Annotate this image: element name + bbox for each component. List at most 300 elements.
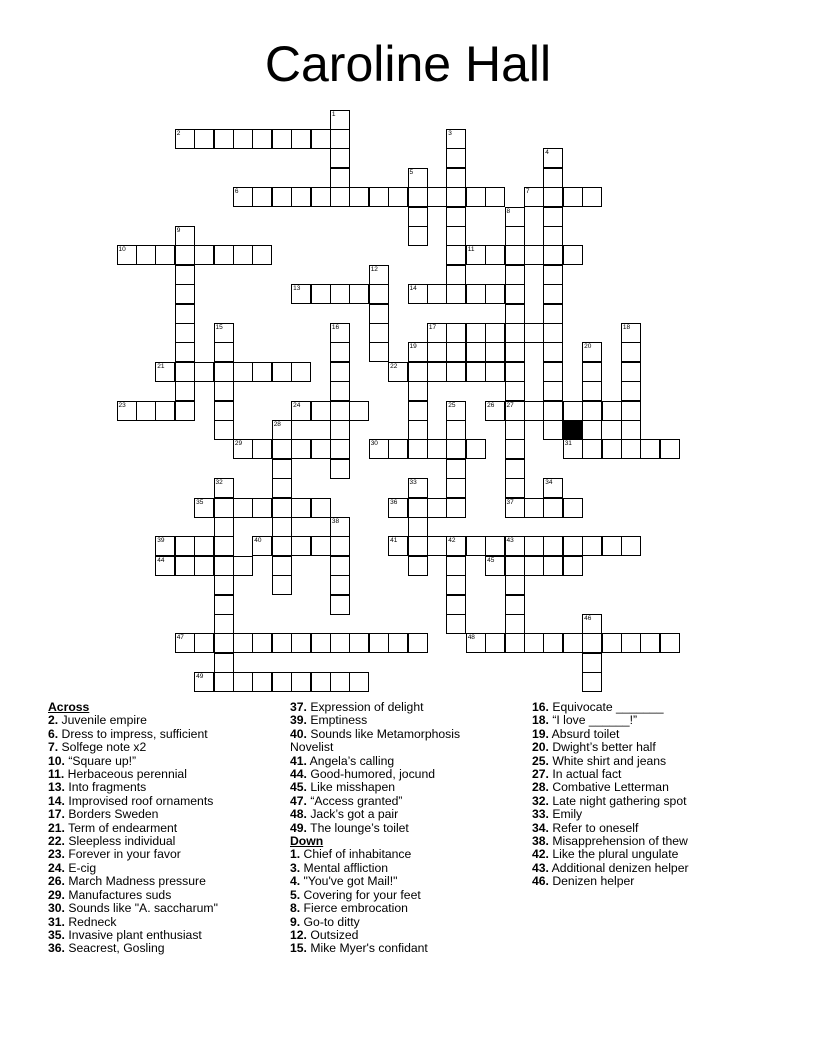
grid-cell[interactable] — [272, 478, 292, 498]
clue-item: 30. Sounds like "A. saccharum" — [48, 901, 218, 916]
grid-cell[interactable] — [136, 401, 156, 421]
grid-cell[interactable] — [582, 672, 602, 692]
grid-cell[interactable] — [524, 401, 544, 421]
grid-cell[interactable] — [408, 362, 428, 382]
grid-cell[interactable] — [446, 575, 466, 595]
grid-cell[interactable] — [427, 439, 447, 459]
grid-cell[interactable] — [505, 304, 525, 324]
grid-cell[interactable] — [505, 323, 525, 343]
grid-cell[interactable] — [214, 595, 234, 615]
grid-cell[interactable] — [272, 420, 292, 440]
grid-cell[interactable] — [505, 420, 525, 440]
grid-cell[interactable] — [543, 401, 563, 421]
grid-cell[interactable] — [349, 633, 369, 653]
grid-cell[interactable] — [388, 633, 408, 653]
grid-cell[interactable] — [505, 614, 525, 634]
grid-cell[interactable] — [369, 265, 389, 285]
grid-cell[interactable] — [466, 536, 486, 556]
grid-cell[interactable] — [446, 342, 466, 362]
grid-cell[interactable] — [446, 595, 466, 615]
clue-number: 37 — [506, 498, 514, 506]
grid-cell[interactable] — [408, 187, 428, 207]
clue-number: 26 — [487, 401, 495, 409]
grid-cell[interactable] — [505, 498, 525, 518]
grid-cell[interactable] — [466, 323, 486, 343]
grid-cell[interactable] — [330, 459, 350, 479]
grid-cell[interactable] — [291, 362, 311, 382]
grid-cell[interactable] — [233, 362, 253, 382]
grid-cell[interactable] — [446, 323, 466, 343]
grid-cell[interactable] — [311, 498, 331, 518]
grid-cell[interactable] — [291, 672, 311, 692]
grid-cell[interactable] — [582, 187, 602, 207]
grid-cell[interactable] — [582, 633, 602, 653]
grid-cell[interactable] — [330, 129, 350, 149]
grid-cell[interactable] — [194, 536, 214, 556]
grid-cell[interactable] — [214, 672, 234, 692]
grid-cell[interactable] — [466, 342, 486, 362]
grid-cell[interactable] — [233, 129, 253, 149]
grid-cell[interactable] — [543, 498, 563, 518]
grid-cell[interactable] — [369, 284, 389, 304]
grid-cell[interactable] — [214, 614, 234, 634]
grid-cell[interactable] — [388, 536, 408, 556]
grid-cell[interactable] — [175, 245, 195, 265]
grid-cell[interactable] — [485, 342, 505, 362]
grid-cell[interactable] — [621, 342, 641, 362]
grid-cell[interactable] — [446, 226, 466, 246]
grid-cell[interactable] — [369, 187, 389, 207]
grid-cell[interactable] — [214, 129, 234, 149]
grid-cell[interactable] — [175, 129, 195, 149]
grid-cell[interactable] — [349, 672, 369, 692]
grid-cell[interactable] — [621, 381, 641, 401]
grid-cell[interactable] — [330, 168, 350, 188]
grid-cell[interactable] — [543, 226, 563, 246]
grid-cell[interactable] — [602, 439, 622, 459]
grid-cell[interactable] — [505, 439, 525, 459]
grid-cell[interactable] — [563, 556, 583, 576]
grid-cell[interactable] — [311, 284, 331, 304]
grid-cell[interactable] — [408, 536, 428, 556]
grid-cell[interactable] — [582, 614, 602, 634]
grid-cell[interactable] — [311, 187, 331, 207]
grid-cell[interactable] — [505, 556, 525, 576]
grid-cell[interactable] — [524, 556, 544, 576]
grid-cell[interactable] — [543, 265, 563, 285]
grid-cell[interactable] — [466, 245, 486, 265]
grid-cell[interactable] — [252, 633, 272, 653]
grid-cell[interactable] — [194, 672, 214, 692]
grid-cell[interactable] — [175, 536, 195, 556]
grid-cell[interactable] — [369, 323, 389, 343]
grid-cell[interactable] — [446, 129, 466, 149]
grid-cell[interactable] — [582, 420, 602, 440]
grid-cell[interactable] — [175, 284, 195, 304]
grid-cell[interactable] — [446, 207, 466, 227]
grid-cell[interactable] — [446, 265, 466, 285]
grid-cell[interactable] — [194, 633, 214, 653]
grid-cell[interactable] — [330, 148, 350, 168]
grid-cell[interactable] — [214, 517, 234, 537]
grid-cell[interactable] — [155, 556, 175, 576]
grid-cell[interactable] — [214, 556, 234, 576]
grid-cell[interactable] — [505, 245, 525, 265]
grid-cell[interactable] — [427, 362, 447, 382]
grid-cell[interactable] — [155, 362, 175, 382]
grid-cell[interactable] — [330, 575, 350, 595]
grid-cell[interactable] — [446, 459, 466, 479]
grid-cell[interactable] — [505, 459, 525, 479]
grid-cell[interactable] — [252, 129, 272, 149]
grid-cell[interactable] — [311, 633, 331, 653]
grid-cell[interactable] — [214, 575, 234, 595]
grid-cell[interactable] — [621, 420, 641, 440]
grid-cell[interactable] — [640, 439, 660, 459]
grid-cell[interactable] — [446, 168, 466, 188]
grid-cell[interactable] — [330, 284, 350, 304]
grid-cell[interactable] — [311, 536, 331, 556]
grid-cell[interactable] — [621, 536, 641, 556]
grid-cell[interactable] — [485, 556, 505, 576]
grid-cell[interactable] — [408, 439, 428, 459]
grid-cell[interactable] — [563, 536, 583, 556]
grid-cell[interactable] — [330, 536, 350, 556]
grid-cell[interactable] — [543, 148, 563, 168]
grid-cell[interactable] — [330, 439, 350, 459]
grid-cell[interactable] — [563, 439, 583, 459]
grid-cell[interactable] — [214, 478, 234, 498]
grid-cell[interactable] — [330, 362, 350, 382]
grid-cell[interactable] — [175, 342, 195, 362]
grid-cell[interactable] — [446, 362, 466, 382]
grid-cell[interactable] — [117, 401, 137, 421]
grid-cell[interactable] — [233, 556, 253, 576]
grid-cell[interactable] — [563, 245, 583, 265]
grid-cell[interactable] — [505, 381, 525, 401]
grid-cell[interactable] — [485, 187, 505, 207]
grid-cell[interactable] — [330, 633, 350, 653]
grid-cell[interactable] — [427, 498, 447, 518]
grid-cell[interactable] — [505, 342, 525, 362]
grid-cell[interactable] — [408, 284, 428, 304]
grid-cell[interactable] — [272, 439, 292, 459]
grid-cell[interactable] — [272, 362, 292, 382]
clue-item: 16. Equivocate _______ — [532, 700, 664, 714]
grid-cell[interactable] — [388, 498, 408, 518]
grid-cell[interactable] — [214, 362, 234, 382]
grid-cell[interactable] — [175, 226, 195, 246]
grid-cell[interactable] — [175, 401, 195, 421]
grid-cell[interactable] — [214, 653, 234, 673]
grid-cell[interactable] — [524, 536, 544, 556]
grid-cell[interactable] — [446, 148, 466, 168]
grid-cell[interactable] — [505, 575, 525, 595]
grid-cell[interactable] — [640, 633, 660, 653]
grid-cell[interactable] — [233, 633, 253, 653]
grid-cell[interactable] — [311, 129, 331, 149]
grid-cell[interactable] — [524, 187, 544, 207]
grid-cell[interactable] — [349, 284, 369, 304]
grid-cell[interactable] — [330, 323, 350, 343]
grid-cell[interactable] — [485, 362, 505, 382]
grid-cell[interactable] — [136, 245, 156, 265]
grid-cell[interactable] — [524, 323, 544, 343]
grid-cell[interactable] — [543, 304, 563, 324]
grid-cell[interactable] — [408, 168, 428, 188]
grid-cell[interactable] — [388, 439, 408, 459]
grid-cell[interactable] — [446, 187, 466, 207]
grid-cell[interactable] — [155, 245, 175, 265]
grid-cell[interactable] — [233, 245, 253, 265]
grid-cell[interactable] — [621, 633, 641, 653]
clues-column-2 — [290, 701, 520, 956]
grid-cell[interactable] — [582, 362, 602, 382]
grid-cell[interactable] — [485, 633, 505, 653]
grid-cell[interactable] — [524, 633, 544, 653]
grid-cell[interactable] — [446, 536, 466, 556]
grid-cell[interactable] — [214, 381, 234, 401]
grid-cell[interactable] — [446, 614, 466, 634]
grid-cell[interactable] — [408, 556, 428, 576]
grid-cell[interactable] — [291, 187, 311, 207]
grid-cell[interactable] — [175, 304, 195, 324]
grid-cell[interactable] — [272, 498, 292, 518]
grid-cell[interactable] — [505, 595, 525, 615]
grid-cell[interactable] — [175, 362, 195, 382]
grid-cell[interactable] — [155, 401, 175, 421]
grid-cell[interactable] — [330, 517, 350, 537]
grid-cell[interactable] — [408, 342, 428, 362]
grid-cell[interactable] — [621, 362, 641, 382]
grid-cell[interactable] — [311, 672, 331, 692]
grid-cell[interactable] — [408, 517, 428, 537]
grid-cell[interactable] — [563, 187, 583, 207]
grid-cell[interactable] — [543, 381, 563, 401]
grid-cell[interactable] — [291, 401, 311, 421]
grid-cell[interactable] — [446, 401, 466, 421]
grid-cell[interactable] — [582, 401, 602, 421]
grid-cell[interactable] — [330, 342, 350, 362]
grid-cell[interactable] — [291, 284, 311, 304]
grid-cell[interactable] — [408, 401, 428, 421]
grid-cell[interactable] — [466, 284, 486, 304]
grid-cell[interactable] — [252, 362, 272, 382]
grid-cell[interactable] — [582, 342, 602, 362]
grid-cell[interactable] — [466, 633, 486, 653]
grid-cell[interactable] — [505, 362, 525, 382]
grid-cell[interactable] — [252, 245, 272, 265]
grid-cell[interactable] — [485, 323, 505, 343]
grid-cell[interactable] — [252, 672, 272, 692]
grid-cell[interactable] — [330, 110, 350, 130]
grid-cell[interactable] — [602, 633, 622, 653]
grid-cell[interactable] — [427, 342, 447, 362]
grid-cell[interactable] — [485, 536, 505, 556]
grid-cell[interactable] — [543, 420, 563, 440]
grid-cell[interactable] — [621, 401, 641, 421]
grid-cell[interactable] — [175, 633, 195, 653]
grid-cell[interactable] — [272, 459, 292, 479]
grid-cell[interactable] — [214, 342, 234, 362]
grid-cell[interactable] — [427, 536, 447, 556]
grid-cell[interactable] — [446, 420, 466, 440]
grid-cell[interactable] — [408, 633, 428, 653]
grid-cell[interactable] — [214, 420, 234, 440]
grid-cell[interactable] — [582, 439, 602, 459]
grid-cell[interactable] — [369, 342, 389, 362]
grid-cell[interactable] — [485, 401, 505, 421]
grid-cell[interactable] — [194, 362, 214, 382]
grid-cell[interactable] — [543, 633, 563, 653]
grid-cell[interactable] — [543, 342, 563, 362]
grid-cell[interactable] — [505, 633, 525, 653]
grid-cell[interactable] — [408, 420, 428, 440]
grid-cell[interactable] — [252, 187, 272, 207]
grid-cell[interactable] — [582, 381, 602, 401]
grid-cell[interactable] — [369, 304, 389, 324]
grid-cell[interactable] — [272, 672, 292, 692]
grid-cell[interactable] — [660, 633, 680, 653]
grid-cell[interactable] — [408, 498, 428, 518]
grid-cell[interactable] — [388, 187, 408, 207]
grid-cell[interactable] — [233, 498, 253, 518]
grid-cell[interactable] — [291, 439, 311, 459]
grid-cell[interactable] — [446, 245, 466, 265]
grid-cell[interactable] — [427, 323, 447, 343]
grid-cell[interactable] — [485, 284, 505, 304]
grid-cell[interactable] — [272, 517, 292, 537]
grid-cell[interactable] — [446, 556, 466, 576]
grid-cell[interactable] — [582, 536, 602, 556]
grid-cell[interactable] — [252, 439, 272, 459]
grid-cell[interactable] — [485, 245, 505, 265]
grid-cell[interactable] — [194, 498, 214, 518]
grid-cell[interactable] — [446, 439, 466, 459]
grid-cell[interactable] — [233, 672, 253, 692]
grid-cell[interactable] — [446, 498, 466, 518]
grid-cell[interactable] — [408, 226, 428, 246]
grid-cell[interactable] — [233, 439, 253, 459]
grid-cell[interactable] — [505, 284, 525, 304]
grid-cell[interactable] — [330, 595, 350, 615]
grid-cell[interactable] — [214, 536, 234, 556]
grid-cell[interactable] — [330, 556, 350, 576]
grid-cell[interactable] — [214, 323, 234, 343]
grid-cell[interactable] — [369, 633, 389, 653]
grid-cell[interactable] — [543, 187, 563, 207]
grid-cell[interactable] — [602, 536, 622, 556]
grid-cell[interactable] — [543, 556, 563, 576]
grid-cell[interactable] — [155, 536, 175, 556]
grid-cell[interactable] — [543, 207, 563, 227]
grid-cell[interactable] — [660, 439, 680, 459]
grid-cell[interactable] — [621, 323, 641, 343]
grid-cell[interactable] — [543, 323, 563, 343]
grid-cell[interactable] — [272, 556, 292, 576]
grid-cell[interactable] — [214, 633, 234, 653]
grid-cell[interactable] — [311, 439, 331, 459]
grid-cell[interactable] — [466, 362, 486, 382]
grid-cell[interactable] — [272, 633, 292, 653]
grid-cell[interactable] — [214, 401, 234, 421]
grid-cell[interactable] — [291, 536, 311, 556]
grid-cell[interactable] — [272, 129, 292, 149]
grid-cell[interactable] — [543, 284, 563, 304]
grid-cell[interactable] — [175, 265, 195, 285]
grid-cell[interactable] — [117, 245, 137, 265]
grid-cell[interactable] — [505, 478, 525, 498]
grid-cell[interactable] — [252, 536, 272, 556]
grid-cell[interactable] — [272, 536, 292, 556]
grid-cell[interactable] — [349, 401, 369, 421]
grid-cell[interactable] — [543, 536, 563, 556]
grid-cell[interactable] — [330, 381, 350, 401]
grid-cell[interactable] — [505, 207, 525, 227]
grid-cell[interactable] — [214, 245, 234, 265]
grid-cell[interactable] — [446, 478, 466, 498]
grid-cell[interactable] — [272, 187, 292, 207]
grid-cell[interactable] — [272, 575, 292, 595]
grid-cell[interactable] — [408, 381, 428, 401]
grid-cell[interactable] — [543, 168, 563, 188]
grid-cell[interactable] — [311, 401, 331, 421]
grid-cell[interactable] — [466, 439, 486, 459]
grid-cell[interactable] — [194, 245, 214, 265]
grid-cell[interactable] — [563, 401, 583, 421]
grid-cell[interactable] — [505, 265, 525, 285]
grid-cell[interactable] — [214, 498, 234, 518]
grid-cell[interactable] — [543, 362, 563, 382]
grid-cell[interactable] — [602, 401, 622, 421]
grid-cell[interactable] — [194, 556, 214, 576]
grid-cell[interactable] — [427, 284, 447, 304]
grid-cell[interactable] — [194, 129, 214, 149]
grid-cell[interactable] — [408, 207, 428, 227]
grid-cell[interactable] — [505, 226, 525, 246]
grid-cell[interactable] — [330, 420, 350, 440]
grid-cell[interactable] — [446, 284, 466, 304]
grid-cell[interactable] — [543, 478, 563, 498]
grid-cell[interactable] — [175, 556, 195, 576]
grid-cell[interactable] — [543, 245, 563, 265]
grid-cell[interactable] — [563, 498, 583, 518]
grid-cell[interactable] — [524, 245, 544, 265]
grid-cell[interactable] — [291, 129, 311, 149]
grid-cell[interactable] — [582, 653, 602, 673]
grid-cell[interactable] — [408, 478, 428, 498]
grid-cell[interactable] — [505, 536, 525, 556]
grid-cell[interactable] — [291, 498, 311, 518]
grid-cell[interactable] — [563, 633, 583, 653]
grid-cell[interactable] — [349, 187, 369, 207]
grid-cell[interactable] — [252, 498, 272, 518]
grid-cell[interactable] — [505, 401, 525, 421]
grid-cell[interactable] — [175, 323, 195, 343]
grid-cell[interactable] — [330, 401, 350, 421]
grid-cell[interactable] — [233, 187, 253, 207]
grid-cell[interactable] — [621, 439, 641, 459]
grid-cell[interactable] — [466, 187, 486, 207]
grid-cell[interactable] — [369, 439, 389, 459]
grid-cell[interactable] — [330, 187, 350, 207]
grid-cell[interactable] — [291, 633, 311, 653]
grid-cell[interactable] — [524, 498, 544, 518]
grid-cell[interactable] — [427, 187, 447, 207]
grid-cell[interactable] — [330, 672, 350, 692]
grid-cell[interactable] — [175, 381, 195, 401]
grid-cell[interactable] — [388, 362, 408, 382]
